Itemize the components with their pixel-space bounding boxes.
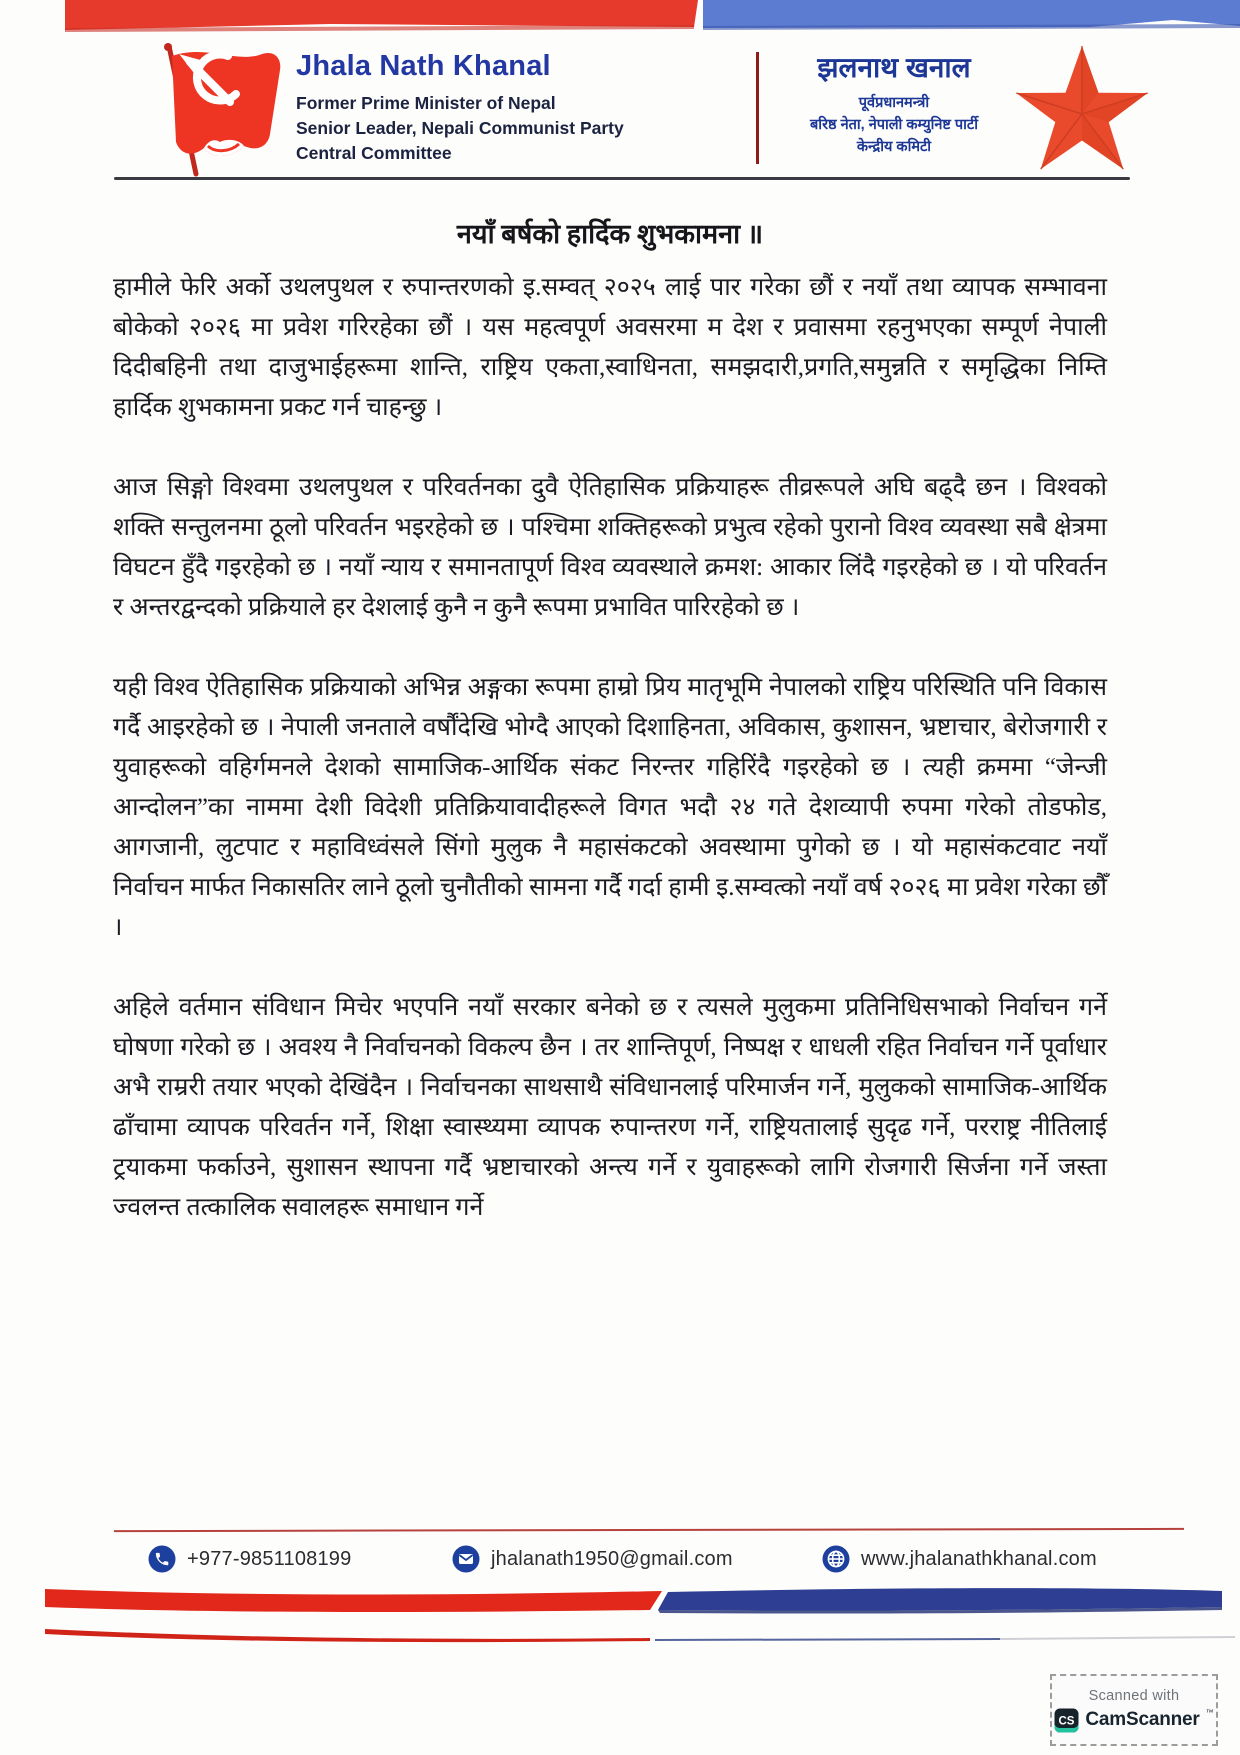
letterhead-nepali-block (776, 48, 1012, 158)
scanned-with-label: Scanned with (1088, 1687, 1180, 1704)
top-banner-stripe (0, 0, 1240, 40)
person-name-english: Jhala Nath Khanal (296, 50, 551, 82)
globe-icon (822, 1545, 850, 1573)
letter-body (113, 268, 1107, 1268)
page-title: नयाँ बर्षको हार्दिक शुभकामना ॥ (456, 219, 764, 249)
contact-row (0, 1543, 1240, 1583)
letterhead-english-block (296, 50, 736, 166)
camscanner-label: CamScanner (1085, 1708, 1200, 1730)
svg-text:CS: CS (1058, 1715, 1075, 1727)
title-senior-leader: Senior Leader, Nepali Communist Party (296, 118, 624, 138)
email-icon (452, 1545, 480, 1573)
banner-graphic (0, 0, 1240, 40)
communist-flag-icon (112, 42, 290, 182)
person-name-nepali: झलनाथ खनाल (817, 52, 971, 83)
camscanner-cs-icon (1054, 1708, 1079, 1733)
red-star-icon (1000, 40, 1165, 180)
title-former-pm-nepali: पूर्वप्रधानमन्त्री (858, 95, 930, 111)
title-former-pm: Former Prime Minister of Nepal (296, 93, 556, 113)
paragraph-election: अहिले वर्तमान संविधान मिचेर भएपनि नयाँ सरकार बनेको छ र त्यसले मुलुकमा प्रतिनिधिसभाको निर्वाचन गर्ने घोषणा गरेको छ । अवश्य नै निर्वाचनको विकल्प छैन । तर शान्तिपूर्ण, निष्पक्ष र धाधली रहित निर्वाचन गर्ने पूर्वाधार अभै राम्ररी तयार भएको देखिंदैन । निर्वाचनका साथसाथै संविधानलाई परिमार्जन गर्ने, मुलुकको सामाजिक-आर्थिक ढाँचामा व्यापक परिवर्तन गर्ने, शिक्षा स्वास्थ्यमा व्यापक रुपान्तरण गर्ने, राष्ट्रियतालाई सुदृढ गर्ने, परराष्ट्र नीतिलाई ट्रयाकमा फर्काउने, सुशासन स्थापना गर्दै भ्रष्टाचारको अन्त्य गर्ने र युवाहरूको लागि रोजगारी सिर्जना गर्ने जस्ता ज्वलन्त तत्कालिक सवालहरू समाधान गर्ने (113, 994, 1107, 1221)
website-url: www.jhalanathkhanal.com (861, 1547, 1097, 1570)
footer-bars (0, 1583, 1240, 1653)
letterhead-divider (756, 52, 759, 164)
camscanner-watermark (1050, 1674, 1218, 1746)
paragraph-world-change: आज सिङ्गो विश्वमा उथलपुथल र परिवर्तनका दुवै ऐतिहासिक प्रक्रियाहरू तीव्ररूपले अघि बढ्दै छन । विश्वको शक्ति सन्तुलनमा ठूलो परिवर्तन भइरहेको छ । पश्चिमा शक्तिहरूको प्रभुत्व रहेको पुरानो विश्व व्यवस्था सबै क्षेत्रमा विघटन हुँदै गइरहेको छ । नयाँ न्याय र समानतापूर्ण विश्व व्यवस्थाले क्रमश: आकार लिंदै गइरहेको छ । यो परिवर्तन र अन्तरद्वन्दको प्रक्रियाले हर देशलाई कुनै न कुनै रूपमा प्रभावित पारिरहेको छ । (113, 474, 1107, 621)
title-central-committee-nepali: केन्द्रीय कमिटी (856, 139, 932, 155)
footer-stripe-graphic (0, 1583, 1240, 1653)
trademark-symbol: ™ (1205, 1707, 1214, 1717)
phone-number: +977-9851108199 (187, 1547, 352, 1570)
letterhead (0, 40, 1240, 180)
paragraph-nepal-situation: यही विश्व ऐतिहासिक प्रक्रियाको अभिन्न अङ्गका रूपमा हाम्रो प्रिय मातृभूमि नेपालको राष्ट्रिय परिस्थिति पनि विकास गर्दै आइरहेको छ । नेपाली जनताले वर्षौंदेखि भोग्दै आएको दिशाहिनता, अविकास, कुशासन, भ्रष्टाचार, बेरोजगारी र युवाहरूको वहिर्गमनले देशको सामाजिक-आर्थिक संकट निरन्तर गहिरिंदै गइरहेको छ । त्यही क्रममा “जेन्जी आन्दोलन”का नाममा देशी विदेशी प्रतिक्रियावादीहरूले विगत भदौ २४ गते देशव्यापी रुपमा गरेको तोडफोड, आगजानी, लुटपाट र महाविध्वंसले सिंगो मुलुक नै महासंकटको अवस्थामा पुगेको छ । यो महासंकटवाट नयाँ निर्वाचन मार्फत निकासतिर लाने ठूलो चुनौतीको सामना गर्दै गर्दा हामी इ.सम्वत्को नयाँ वर्ष २०२६ मा प्रवेश गरेका छौँ । (113, 674, 1107, 941)
title-central-committee: Central Committee (296, 143, 452, 163)
email-address: jhalanath1950@gmail.com (491, 1547, 733, 1570)
contact-email (452, 1545, 733, 1573)
footer-top-rule (114, 1528, 1184, 1532)
phone-icon (148, 1545, 176, 1573)
title-senior-leader-nepali: बरिष्ठ नेता, नेपाली कम्युनिष्ट पार्टी (810, 117, 978, 133)
letterhead-rule (114, 177, 1130, 180)
paragraph-greeting: हामीले फेरि अर्को उथलपुथल र रुपान्तरणको इ.सम्वत् २०२५ लाई पार गरेका छौं र नयाँ तथा व्यापक सम्भावना बोकेको २०२६ मा प्रवेश गरिरहेका छौं । यस महत्वपूर्ण अवसरमा म देश र प्रवासमा रहनुभएका सम्पूर्ण नेपाली दिदीबहिनी तथा दाजुभाईहरूमा शान्ति, राष्ट्रिय एकता,स्वाधिनता, समझदारी,प्रगति,समुन्नति र समृद्धिका निम्ति हार्दिक शुभकामना प्रकट गर्न चाहन्छु । (113, 274, 1107, 421)
contact-phone (148, 1545, 351, 1573)
contact-website (822, 1545, 1097, 1573)
